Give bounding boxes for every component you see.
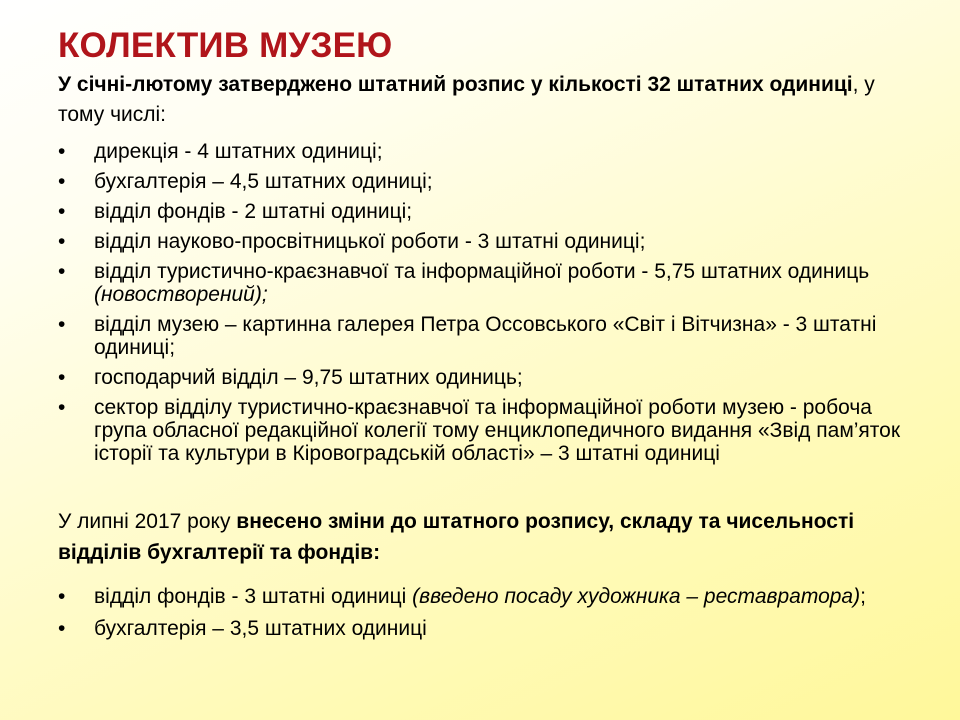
changes-paragraph: [58, 506, 918, 568]
page-title: КОЛЕКТИВ МУЗЕЮ: [58, 26, 393, 65]
bullet-icon: •: [58, 396, 66, 419]
list-item: [58, 230, 908, 253]
bullet-icon: •: [58, 170, 66, 193]
bullet-icon: •: [58, 366, 66, 389]
list-item-text: відділ туристично-краєзнавчої та інформаційної роботи - 5,75 штатних одиниць: [94, 260, 870, 283]
intro-rest-text: , у тому числі:: [58, 73, 875, 126]
list-item-text: дирекція - 4 штатних одиниці;: [94, 140, 383, 163]
list-item-text: бухгалтерія – 4,5 штатних одиниці;: [94, 170, 433, 193]
list-item-text: відділ музею – картинна галерея Петра Оссовського «Світ і Вітчизна» - 3 штатні одиниці;: [94, 313, 877, 359]
list-item: [58, 140, 908, 163]
list-item-text: господарчий відділ – 9,75 штатних одиниць;: [94, 366, 523, 389]
intro-paragraph: [58, 70, 918, 130]
list-item-suffix: ;: [860, 585, 866, 608]
list-item: [58, 200, 908, 223]
bullet-icon: •: [58, 585, 66, 608]
list-item-italic-note: (введено посаду художника – реставратора): [412, 585, 861, 608]
bullet-icon: •: [58, 260, 66, 283]
list-item-text: відділ науково-просвітницької роботи - 3 штатні одиниці;: [94, 230, 646, 253]
intro-bold-text: У січні-лютому затверджено штатний розпис у кількості 32 штатних одиниці: [58, 73, 853, 96]
list-item-text: відділ фондів - 2 штатні одиниці;: [94, 200, 413, 223]
list-item: [58, 396, 908, 465]
bullet-icon: •: [58, 313, 66, 336]
bullet-icon: •: [58, 140, 66, 163]
changes-bold-text: внесено зміни до штатного розпису, складу та чисельності відділів бухгалтерії та фондів:: [58, 510, 855, 564]
list-item-text: відділ фондів - 3 штатні одиниці: [94, 585, 413, 608]
list-item: [58, 260, 908, 306]
changes-list: [58, 585, 908, 649]
staff-list: [58, 140, 908, 472]
changes-normal-text: У липні 2017 року: [58, 510, 237, 533]
list-item-text: сектор відділу туристично-краєзнавчої та інформаційної роботи музею - робоча група обласної редакційної колегії тому енциклопедичного видання «Звід пам’яток історії та культури в Кіровоградській області» – 3 штатні одиниці: [94, 396, 901, 465]
bullet-icon: •: [58, 200, 66, 223]
list-item-italic-note: (новостворений);: [94, 283, 268, 306]
bullet-icon: •: [58, 617, 66, 640]
list-item: [58, 366, 908, 389]
list-item: [58, 585, 908, 608]
list-item: [58, 170, 908, 193]
list-item: [58, 313, 908, 359]
list-item: [58, 617, 908, 640]
list-item-text: бухгалтерія – 3,5 штатних одиниці: [94, 617, 427, 640]
bullet-icon: •: [58, 230, 66, 253]
